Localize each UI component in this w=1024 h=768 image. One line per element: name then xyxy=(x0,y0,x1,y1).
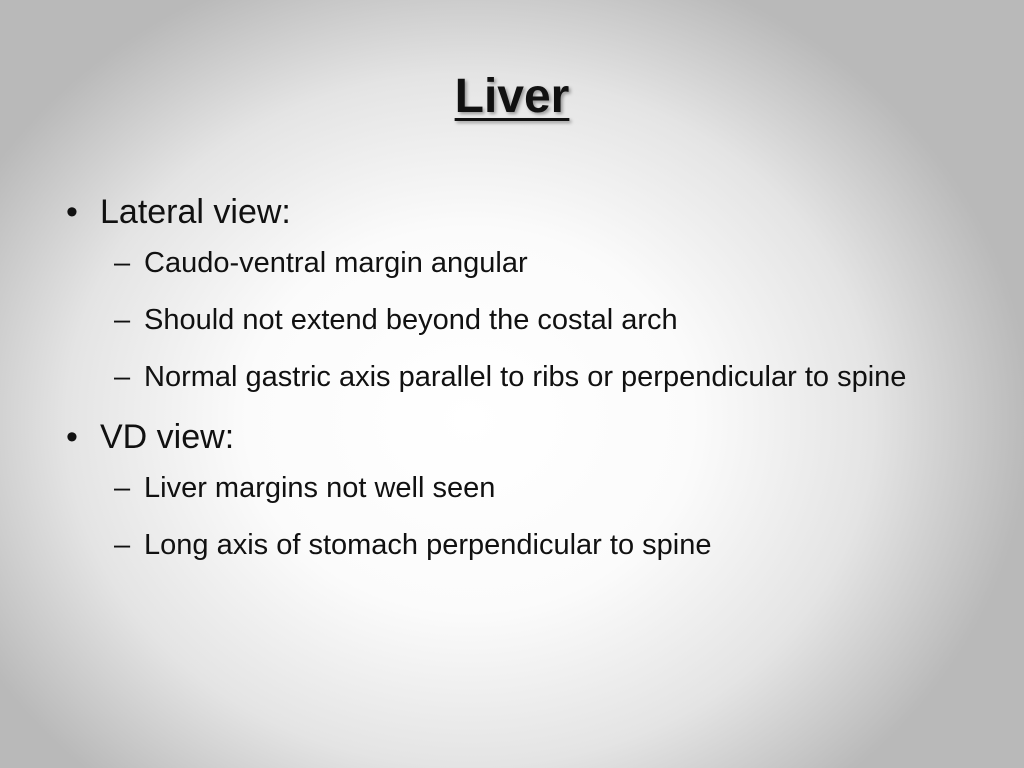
bullet-lateral-view xyxy=(60,190,980,234)
bullet-icon: • xyxy=(66,418,78,456)
bullet-label: Lateral view: xyxy=(100,193,291,231)
bullet-vd-view xyxy=(60,415,980,459)
sub-item xyxy=(60,244,980,282)
sub-item xyxy=(60,526,980,564)
dash-icon: – xyxy=(114,304,131,336)
bullet-label: VD view: xyxy=(100,418,235,456)
sub-item-text: Caudo-ventral margin angular xyxy=(144,247,528,279)
dash-icon: – xyxy=(114,472,131,504)
slide-title xyxy=(0,62,1024,132)
dash-icon: – xyxy=(114,529,131,561)
slide-content xyxy=(60,190,980,583)
sub-item-text: Normal gastric axis parallel to ribs or perpendicular to spine xyxy=(144,361,907,393)
slide-title-text: Liver xyxy=(454,70,570,123)
sub-list-lateral-view xyxy=(60,244,980,396)
bullet-icon: • xyxy=(66,193,78,231)
dash-icon: – xyxy=(114,361,131,393)
sub-list-vd-view xyxy=(60,469,980,564)
sub-item xyxy=(60,301,980,339)
dash-icon: – xyxy=(114,247,131,279)
sub-item-text: Should not extend beyond the costal arch xyxy=(144,304,678,336)
sub-item xyxy=(60,469,980,507)
sub-item xyxy=(60,358,980,396)
sub-item-text: Liver margins not well seen xyxy=(144,472,496,504)
sub-item-text: Long axis of stomach perpendicular to spine xyxy=(144,529,712,561)
